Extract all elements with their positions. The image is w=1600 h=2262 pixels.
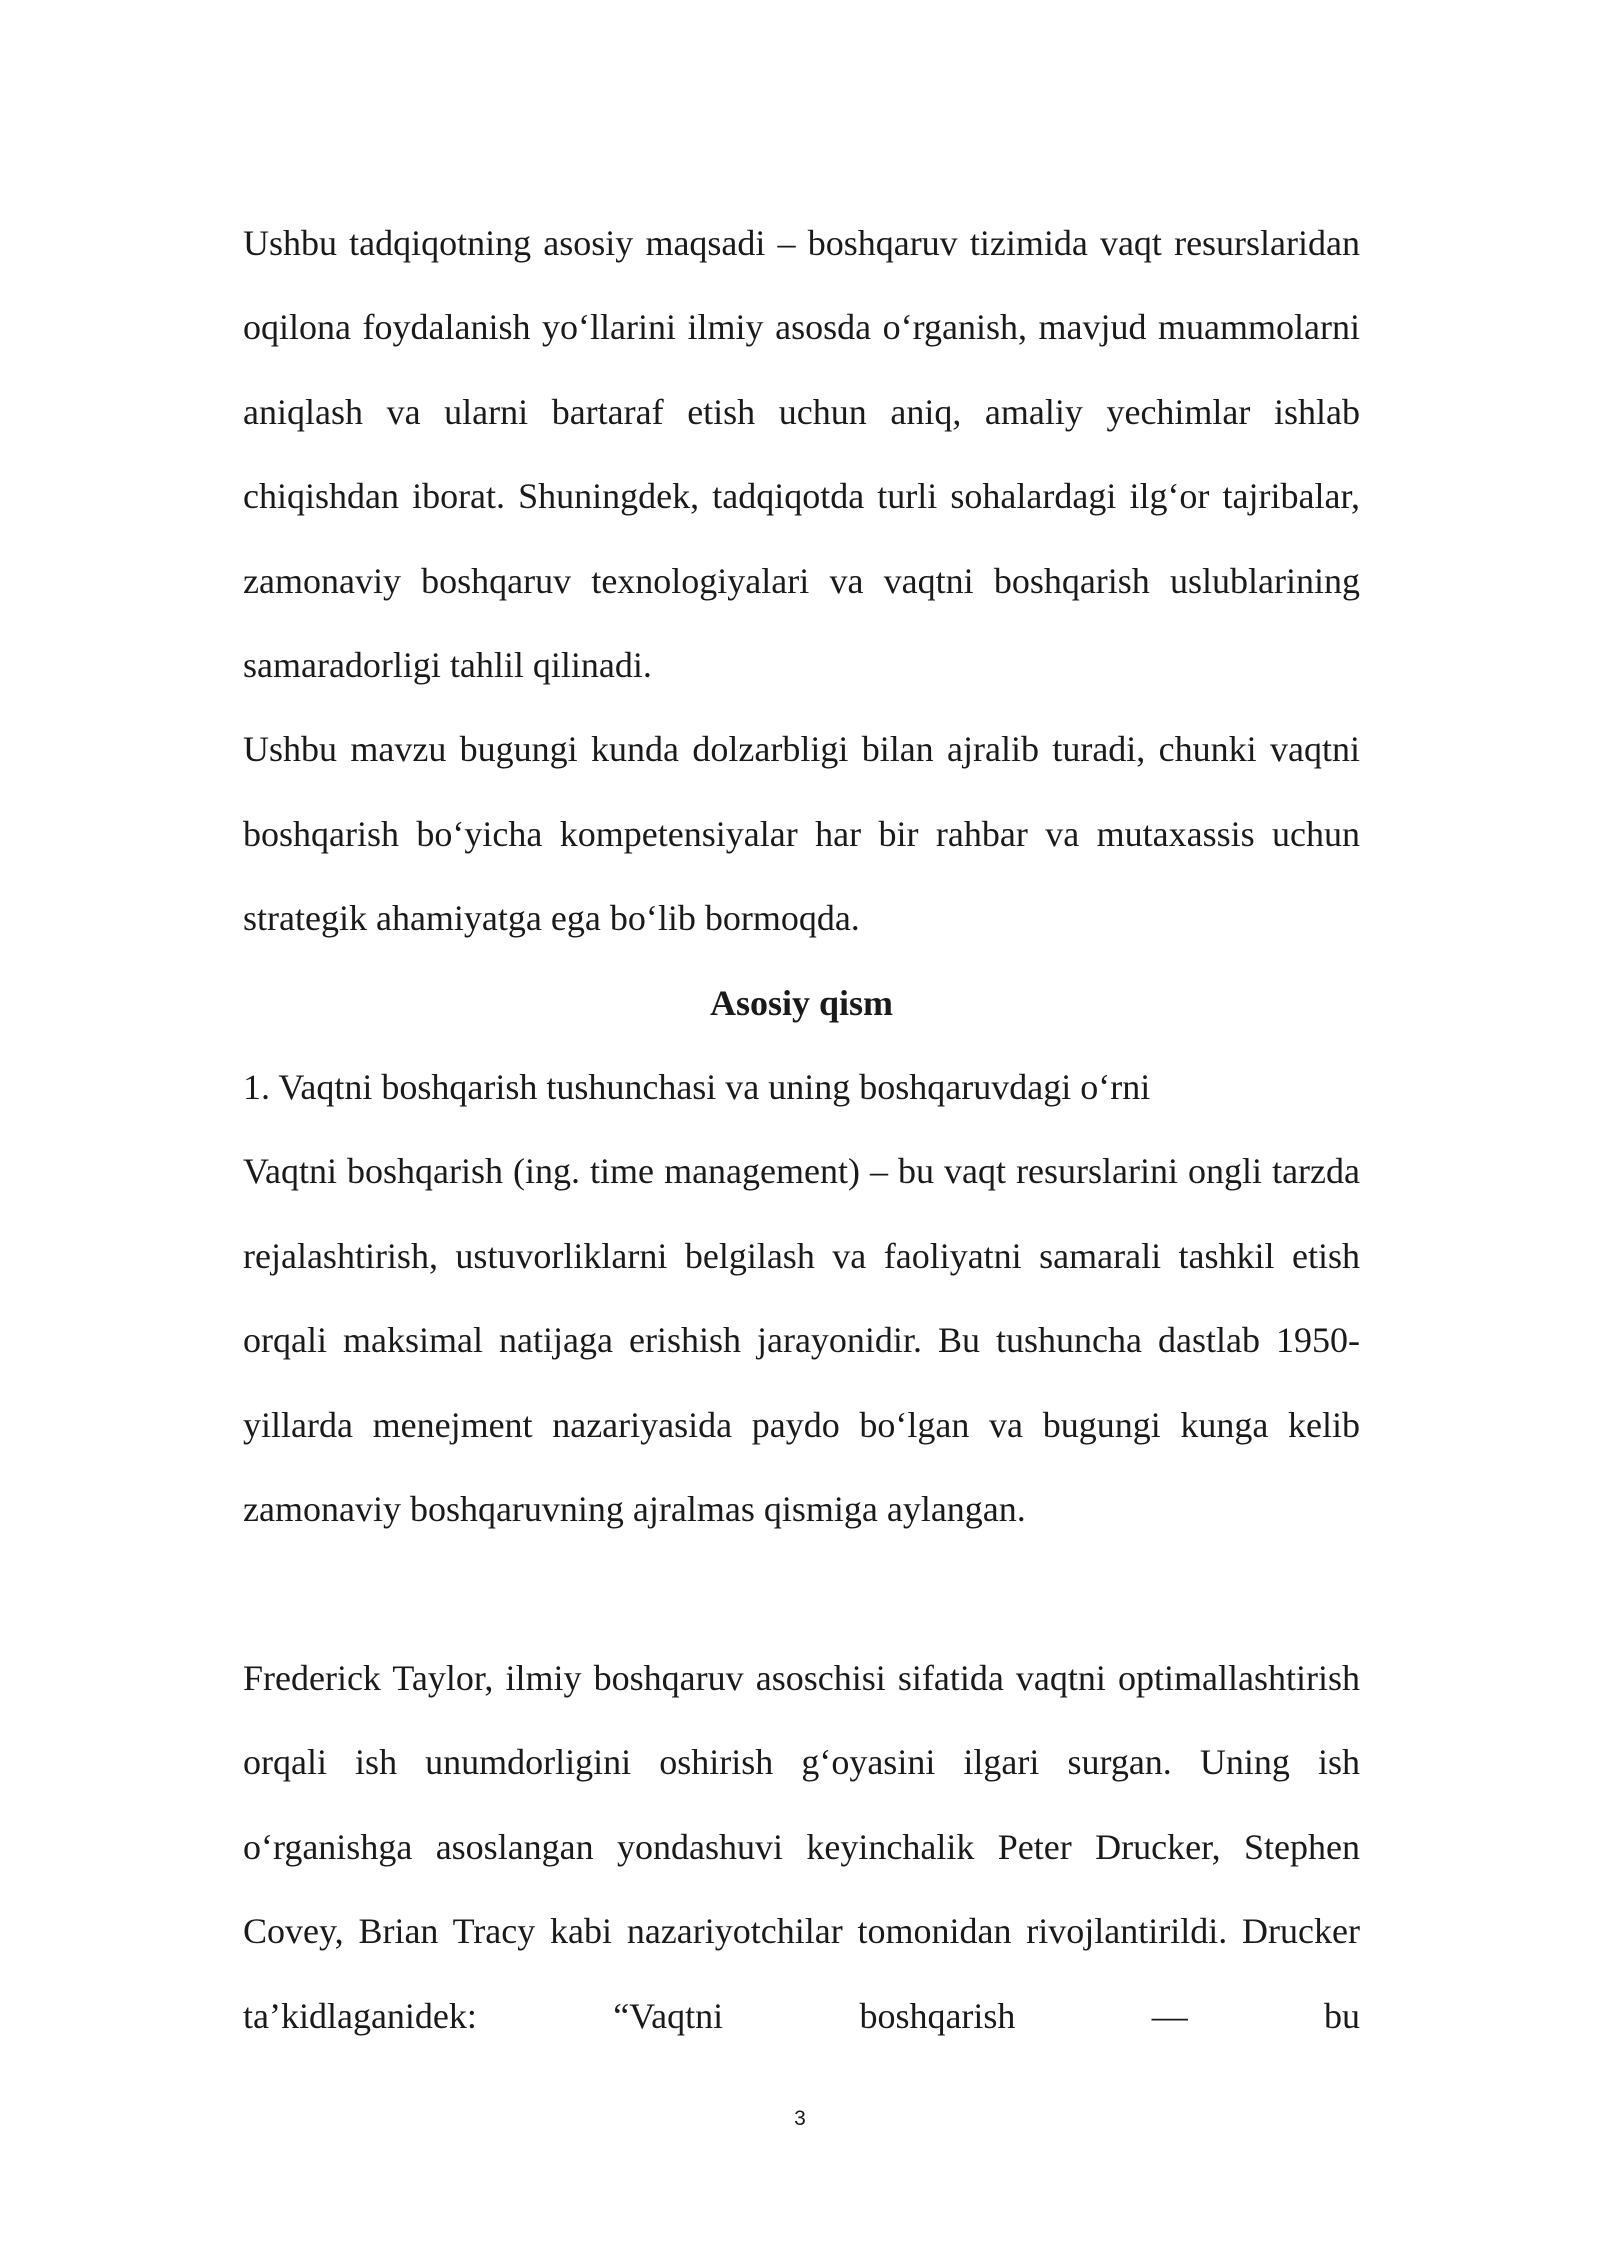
intro-paragraph-relevance: Ushbu mavzu bugungi kunda dolzarbligi bilan ajralib turadi, chunki vaqtni boshqarish bo‘yicha kompetensiyalar har bir rahbar va mutaxassis uchun strategik ahamiyatga ega bo‘lib bormoqda. xyxy=(243,729,1360,939)
page-number: 3 xyxy=(794,2107,806,2130)
subsection-heading: 1. Vaqtni boshqarish tushunchasi va uning boshqaruvdagi o‘rni xyxy=(243,1067,1151,1108)
section-heading: Asosiy qism xyxy=(709,982,894,1023)
document-page xyxy=(243,201,1360,2058)
intro-paragraph-purpose: Ushbu tadqiqotning asosiy maqsadi – boshqaruv tizimida vaqt resurslaridan oqilona foydalanish yo‘llarini ilmiy asosda o‘rganish, mavjud muammolarni aniqlash va ularni bartaraf etish uchun aniq, amaliy yechimlar ishlab chiqishdan iborat. Shuningdek, tadqiqotda turli sohalardagi ilg‘or tajribalar, zamonaviy boshqaruv texnologiyalari va vaqtni boshqarish uslublarining samaradorligi tahlil qilinadi. xyxy=(243,223,1360,686)
taylor-paragraph: Frederick Taylor, ilmiy boshqaruv asoschisi sifatida vaqtni optimallashtirish orqali ish unumdorligini oshirish g‘oyasini ilgari surgan. Uning ish o‘rganishga asoslangan yondashuvi keyinchalik Peter Drucker, Stephen Covey, Brian Tracy kabi nazariyotchilar tomonidan rivojlantirildi. Drucker ta’kidlaganidek: “Vaqtni boshqarish — bu xyxy=(243,1657,1360,2036)
paragraph-spacer xyxy=(243,1552,1360,1636)
definition-paragraph: Vaqtni boshqarish (ing. time management) – bu vaqt resurslarini ongli tarzda rejalashtirish, ustuvorliklarni belgilash va faoliyatni samarali tashkil etish orqali maksimal natijaga erishish jarayonidir. Bu tushuncha dastlab 1950-yillarda menejment nazariyasida paydo bo‘lgan va bugungi kunga kelib zamonaviy boshqaruvning ajralmas qismiga aylangan. xyxy=(243,1151,1360,1530)
